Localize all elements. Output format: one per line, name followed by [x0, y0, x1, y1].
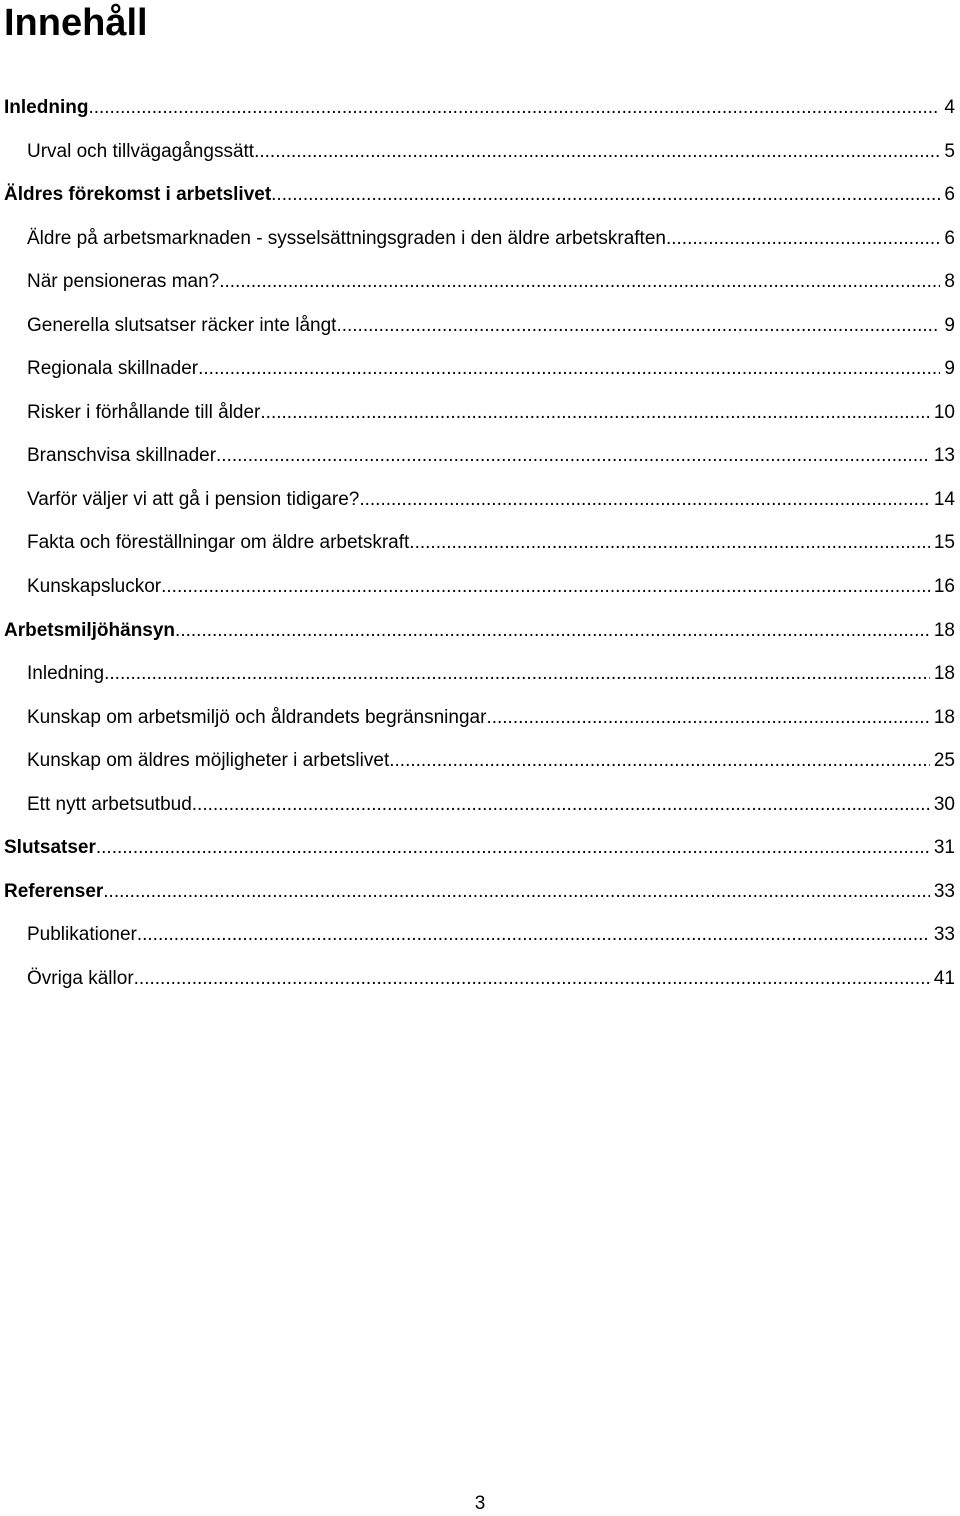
toc-dot-leader: [134, 966, 930, 992]
toc-entry[interactable]: [0, 522, 960, 566]
toc-entry-label: Arbetsmiljöhänsyn: [4, 619, 176, 641]
toc-entry-page-number: 9: [944, 358, 955, 380]
toc-entry-page-number: 25: [933, 750, 955, 772]
toc-dot-leader: [137, 922, 930, 948]
toc-dot-leader: [219, 269, 940, 295]
toc-entry-label: Inledning: [4, 97, 89, 118]
toc-entry-label: Risker i förhållande till ålder: [27, 401, 261, 423]
toc-entry-label: Fakta och föreställningar om äldre arbetskraft: [27, 532, 410, 554]
toc-entry-page-number: 6: [944, 184, 955, 206]
toc-entry[interactable]: [0, 348, 960, 392]
toc-entry[interactable]: [0, 174, 960, 218]
toc-entry-page-number: 4: [944, 97, 955, 118]
toc-entry-page-number: 31: [933, 837, 955, 859]
toc-dot-leader: [216, 443, 930, 469]
toc-entry-page-number: 41: [933, 967, 955, 989]
toc-entry-page-number: 13: [933, 445, 955, 467]
toc-entry-label: Kunskap om arbetsmiljö och åldrandets begränsningar: [27, 706, 487, 728]
toc-dot-leader: [104, 661, 930, 687]
toc-dot-leader: [192, 792, 930, 818]
toc-entry-page-number: 6: [944, 227, 955, 249]
toc-entry[interactable]: [0, 435, 960, 479]
toc-entry-page-number: 8: [944, 271, 955, 293]
toc-entry-label: Regionala skillnader: [27, 358, 199, 380]
toc-entry-label: Övriga källor: [27, 967, 134, 989]
toc-dot-leader: [409, 530, 930, 556]
toc-entry[interactable]: [0, 697, 960, 741]
toc-entry-page-number: 14: [933, 488, 955, 510]
toc-entry[interactable]: [0, 131, 960, 175]
toc-entry[interactable]: [0, 566, 960, 610]
toc-entry-page-number: 18: [933, 706, 955, 728]
toc-entry-label: Inledning: [27, 663, 105, 685]
toc-entry-page-number: 33: [933, 880, 955, 902]
page-title: Innehåll: [4, 2, 148, 44]
toc-dot-leader: [88, 95, 940, 121]
toc-dot-leader: [96, 835, 930, 861]
toc-dot-leader: [198, 356, 940, 382]
toc-entry-label: Referenser: [4, 880, 104, 902]
toc-entry-page-number: 18: [933, 663, 955, 685]
toc-entry-page-number: 16: [933, 576, 955, 598]
toc-entry-label: Slutsatser: [4, 837, 96, 859]
toc-entry-page-number: 15: [933, 532, 955, 554]
toc-dot-leader: [389, 748, 930, 774]
toc-dot-leader: [260, 400, 929, 426]
toc-entry[interactable]: [0, 827, 960, 871]
toc-entry[interactable]: [0, 784, 960, 828]
toc-entry[interactable]: [0, 740, 960, 784]
toc-entry-page-number: 9: [944, 314, 955, 336]
toc-entry[interactable]: [0, 479, 960, 523]
toc-entry-label: Branschvisa skillnader: [27, 445, 217, 467]
table-of-contents: [0, 87, 960, 1001]
toc-dot-leader: [666, 226, 940, 252]
toc-entry-page-number: 33: [933, 924, 955, 946]
toc-entry-label: När pensioneras man?: [27, 271, 220, 293]
toc-dot-leader: [175, 618, 930, 644]
toc-entry[interactable]: [0, 914, 960, 958]
toc-entry[interactable]: [0, 653, 960, 697]
toc-dot-leader: [359, 487, 930, 513]
toc-entry-label: Varför väljer vi att gå i pension tidigare?: [27, 488, 360, 510]
toc-entry-label: Äldre på arbetsmarknaden - sysselsättningsgraden i den äldre arbetskraften: [27, 227, 666, 249]
toc-entry[interactable]: [0, 958, 960, 1002]
toc-entry-page-number: 18: [933, 619, 955, 641]
toc-dot-leader: [254, 139, 940, 165]
toc-entry[interactable]: [0, 218, 960, 262]
toc-entry-label: Generella slutsatser räcker inte långt: [27, 314, 337, 336]
toc-dot-leader: [103, 879, 930, 905]
toc-entry-page-number: 10: [933, 401, 955, 423]
toc-dot-leader: [486, 705, 929, 731]
toc-entry[interactable]: [0, 261, 960, 305]
toc-entry[interactable]: [0, 87, 960, 131]
toc-entry[interactable]: [0, 871, 960, 915]
toc-entry-page-number: 30: [933, 793, 955, 815]
toc-entry[interactable]: [0, 610, 960, 654]
toc-entry-label: Publikationer: [27, 924, 137, 946]
toc-dot-leader: [336, 313, 940, 339]
toc-entry-label: Äldres förekomst i arbetslivet: [4, 184, 272, 206]
toc-entry-label: Kunskapsluckor: [27, 576, 162, 598]
toc-entry[interactable]: [0, 305, 960, 349]
toc-dot-leader: [161, 574, 930, 600]
toc-entry-label: Ett nytt arbetsutbud: [27, 793, 192, 815]
toc-entry-label: Kunskap om äldres möjligheter i arbetslivet: [27, 750, 390, 772]
page-number: 3: [474, 1493, 486, 1514]
toc-entry-label: Urval och tillvägagångssätt: [27, 140, 255, 162]
toc-entry-page-number: 5: [944, 140, 955, 162]
toc-dot-leader: [271, 182, 940, 208]
toc-entry[interactable]: [0, 392, 960, 436]
